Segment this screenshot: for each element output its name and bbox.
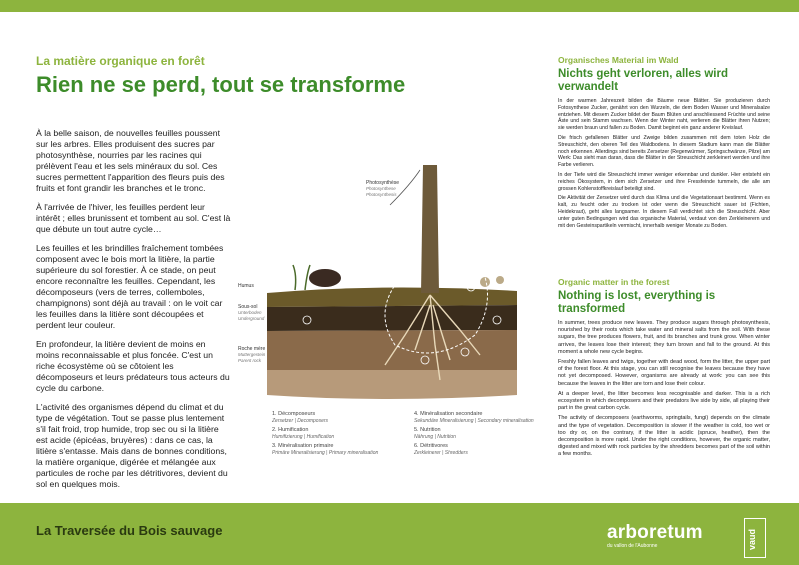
fr-paragraph-5: L'activité des organismes dépend du climat et du type de végétation. Tout se passe plus lentement s'il fait froid, trop humide, trop sec ou si la litière est acide (épicéas, bruyères) : dans ce cas, la litière s'entasse. Mais dans de bonnes conditions, la matière organique, digérée et mélangée aux particules de roche par les détritivores, devient du sol en quelques mois. — [36, 402, 228, 489]
legend-item-6 — [414, 443, 554, 457]
fr-paragraph-1: À la belle saison, de nouvelles feuilles poussent sur les arbres. Elles produisent des sucres par photosynthèse, nourries par les racines qui prélèvent l'eau et les sels minéraux du sol. Ces sucres permettent l'apparition des fleurs puis des fruits et font grandir les branches et le tronc. — [36, 128, 225, 193]
legend-item-4 — [414, 411, 554, 425]
legend-item-4-sub: Sekundäre Mineralisierung | Secondary mineralisation — [414, 418, 534, 424]
en-paragraph-3: At a deeper level, the litter becomes less recognisable and darker. This is a rich ecosystem in which decomposers and their predators live side by side, all playing their part in the great carbon cycle. — [558, 390, 770, 412]
legend-item-1-title: 1. Décomposeurs — [272, 411, 316, 417]
legend-item-3-title: 3. Minéralisation primaire — [272, 443, 334, 449]
label-soussol-en: Underground — [238, 316, 265, 321]
soil-diagram — [235, 165, 535, 405]
de-kicker: Organisches Material im Wald — [558, 55, 679, 65]
legend-item-5 — [414, 427, 554, 441]
legend-item-2 — [272, 427, 412, 441]
label-soussol-fr: Sous-sol — [238, 304, 258, 310]
en-kicker: Organic matter in the forest — [558, 277, 670, 287]
label-photosynthese-de: Photosynthese — [366, 186, 396, 191]
de-body — [558, 98, 770, 229]
label-humus: Humus — [238, 283, 254, 289]
label-roche-fr: Roche mère — [238, 346, 266, 352]
de-section — [558, 55, 770, 232]
arboretum-logo-subtitle: du vallon de l'Aubonne — [607, 543, 658, 549]
top-band — [0, 0, 799, 12]
de-paragraph-3: In der Tiefe wird die Streuschicht immer weniger erkennbar und dunkler. Hier entsteht ein reiches Ökosystem, in dem sich Zersetzer und ihre Fressfeinde tummeln, die alle am grossen Kohlenstoffkreislauf beteiligt sind. — [558, 171, 770, 192]
legend-item-6-title: 6. Détritivores — [414, 443, 448, 449]
legend-item-3 — [272, 443, 412, 457]
legend-item-4-title: 4. Minéralisation secondaire — [414, 411, 483, 417]
de-paragraph-4: Die Aktivität der Zersetzer wird durch das Klima und die Vegetationsart bestimmt. Wenn es kalt, zu feucht oder zu trocken ist oder wenn die Streuschicht sauer ist (Fichten, Heidekraut), geht alles langsamer. In diesem Fall verdichtet sich die Streuschicht. Aber unter guten Bedingungen wird das organische Material, verdaut von den Zerkleinerern und mit den Gesteinspartikeln vermischt, innerhalb weniger Monate zu Boden. — [558, 195, 770, 229]
en-paragraph-4: The activity of decomposers (earthworms, springtails, fungi) depends on the climate and the type of vegetation. Decomposition is slower if the weather is cold, too wet or too dry or, on the contrary, if the litter is acidic (spruce, heather), then the decomposition is more rapid. Under the right conditions, however, the organic matter, digested and mixed with rock particles by the shredders becomes part of the soil within a few months. — [558, 415, 770, 458]
label-photosynthese-en: Photosynthesis — [366, 192, 397, 197]
legend-item-5-title: 5. Nutrition — [414, 427, 441, 433]
legend-item-6-sub: Zerkleinerer | Shredders — [414, 450, 468, 456]
de-title: Nichts geht verloren, alles wird verwandelt — [558, 68, 728, 93]
label-soussol — [238, 304, 264, 322]
legend-item-2-title: 2. Humification — [272, 427, 309, 433]
legend-item-5-sub: Nährung | Nutrition — [414, 434, 456, 440]
label-soussol-de: Unterboden — [238, 310, 262, 315]
fr-body — [36, 128, 231, 498]
plant-icon — [293, 265, 310, 290]
label-photosynthese — [366, 180, 399, 198]
fr-title: Rien ne se perd, tout se transforme — [36, 72, 406, 97]
legend-item-3-sub: Primäre Mineralisierung | Primary mineralisation — [272, 450, 379, 456]
de-paragraph-2: Die frisch gefallenen Blätter und Zweige bilden zusammen mit dem toten Holz die Streuschicht, den oberen Teil des Waldbodens. In diesem Stadium kann man die Blätter noch erkennen. Allerdings sind bereits Zersetzer (Regenwürmer, Springschwänze, Pilze) am Werk: Das sieht man daran, dass die Blätter in der Streuschicht zerkleinert werden und ihre Farbe verlieren. — [558, 134, 770, 169]
mushroom-icon — [496, 276, 504, 284]
en-paragraph-2: Freshly fallen leaves and twigs, together with dead wood, form the litter, the upper part of the forest floor. At this stage, you can still recognise the leaves because they have not yet decomposed. However, organisms are already at work: you can see this because the leaves in the litter are torn and lose their colour. — [558, 359, 770, 387]
step-1-marker — [471, 245, 479, 253]
footer-title: La Traversée du Bois sauvage — [36, 523, 223, 538]
legend-item-1-sub: Zersetzer | Decomposers — [272, 418, 329, 424]
en-body — [558, 320, 770, 459]
label-roche-en: Parent rock — [238, 358, 262, 363]
en-section — [558, 277, 770, 462]
legend-item-1 — [272, 411, 412, 425]
fr-paragraph-3: Les feuilles et les brindilles fraîchement tombées composent avec le bois mort la litière, la partie supérieure du sol forestier. À ce stade, on peut encore reconnaître les feuilles. Cependant, les décomposeurs (vers de terres, collemboles, champignons) sont déjà au travail : on le voit car les feuilles dans la litière sont découpées et perdent leur couleur. — [36, 243, 224, 330]
legend-item-2-sub: Humifizierung | Humification — [272, 434, 335, 440]
en-paragraph-1: In summer, trees produce new leaves. They produce sugars through photosynthesis, nourished by their roots which take water and mineral salts from the soil. With these sugars, the tree produces flowers, fruit, and its branches and trunk grow. When winter arrives, the leaves lose their interest; they turn brown and fall to the ground. At this moment a whole new cycle begins. — [558, 320, 770, 355]
vaud-logo-text: vaud — [747, 528, 757, 550]
en-title: Nothing is lost, everything is transformed — [558, 290, 716, 315]
tree-trunk — [421, 165, 439, 293]
fr-kicker: La matière organique en forêt — [36, 54, 205, 68]
label-roche — [238, 346, 265, 364]
label-photosynthese-fr: Photosynthèse — [366, 180, 400, 186]
boar-icon — [309, 269, 341, 287]
fr-paragraph-2: À l'arrivée de l'hiver, les feuilles perdent leur intérêt ; elles brunissent et tombent au sol. C'est là que débute un tout autre cycle… — [36, 202, 231, 234]
label-roche-de: Muttergestein — [238, 352, 266, 357]
fr-paragraph-4: En profondeur, la litière devient de moins en moins reconnaissable et plus foncée. C'est un riche écosystème où se côtoient les décomposeurs et leurs prédateurs tous acteurs du cycle du carbone. — [36, 339, 230, 393]
arboretum-logo: arboretum — [607, 522, 703, 543]
de-paragraph-1: In der warmen Jahreszeit bilden die Bäume neue Blätter. Sie produzieren durch Fotosynthese Zucker, genährt von den Wurzeln, die dem Boden Wasser und Mineralsalze entziehen. Mit diesem Zucker bildet der Baum Blüten und anschliessend Früchte und seine Äste und sein Stamm wachsen. Wenn der Winter naht, verlieren die Blätter ihren Nutzen; sie werden braun und fallen zu Boden. Damit beginnt ein ganz anderer Kreislauf. — [558, 98, 770, 132]
